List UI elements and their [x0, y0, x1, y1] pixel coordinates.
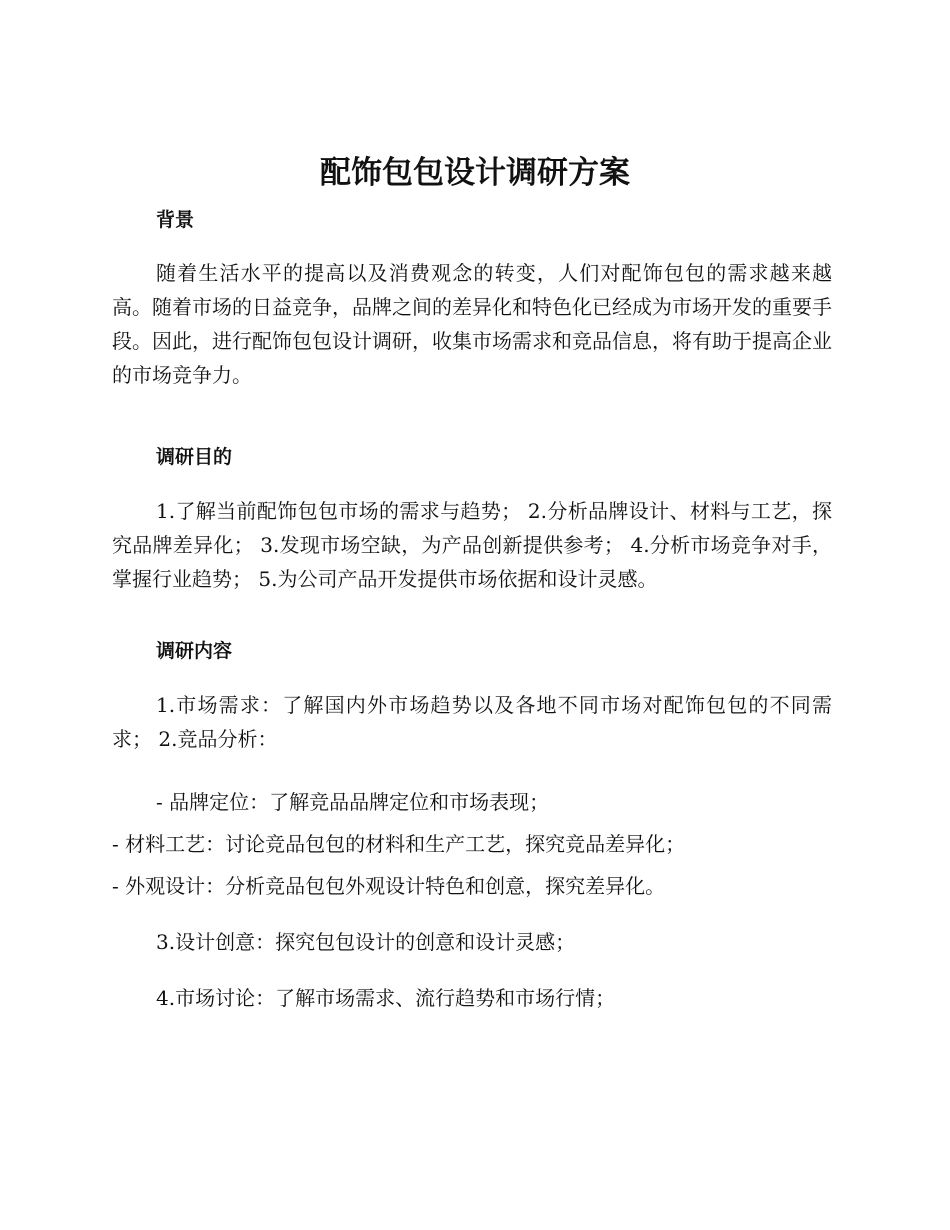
bullet-material-craft: - 材料工艺：讨论竞品包包的材料和生产工艺，探究竞品差异化；	[112, 832, 686, 856]
item-design-creativity: 3.设计创意：探究包包设计的创意和设计灵感；	[156, 930, 576, 954]
bullet-brand-positioning: - 品牌定位：了解竞品品牌定位和市场表现；	[156, 790, 550, 814]
purpose-paragraph: 1.了解当前配饰包包市场的需求与趋势； 2.分析品牌设计、材料与工艺，探究品牌差异化； 3.发现市场空缺，为产品创新提供参考； 4.分析市场竞争对手，掌握行业趋势； 5.为公司产品开发提供市场依据和设计灵感。	[112, 499, 832, 591]
section-heading-background: 背景	[156, 209, 195, 231]
section-heading-purpose: 调研目的	[156, 446, 233, 468]
content-paragraph: 1.市场需求：了解国内外市场趋势以及各地不同市场对配饰包包的不同需求； 2.竞品分析：	[112, 693, 832, 751]
bullet-appearance-design: - 外观设计：分析竞品包包外观设计特色和创意，探究差异化。	[112, 874, 666, 898]
section-heading-content: 调研内容	[156, 640, 233, 662]
item-market-discussion: 4.市场讨论：了解市场需求、流行趋势和市场行情；	[156, 986, 616, 1010]
background-paragraph: 随着生活水平的提高以及消费观念的转变，人们对配饰包包的需求越来越高。随着市场的日益竞争，品牌之间的差异化和特色化已经成为市场开发的重要手段。因此，进行配饰包包设计调研，收集市场需求和竞品信息，将有助于提高企业的市场竞争力。	[112, 261, 832, 387]
document-title: 配饰包包设计调研方案	[320, 155, 630, 191]
